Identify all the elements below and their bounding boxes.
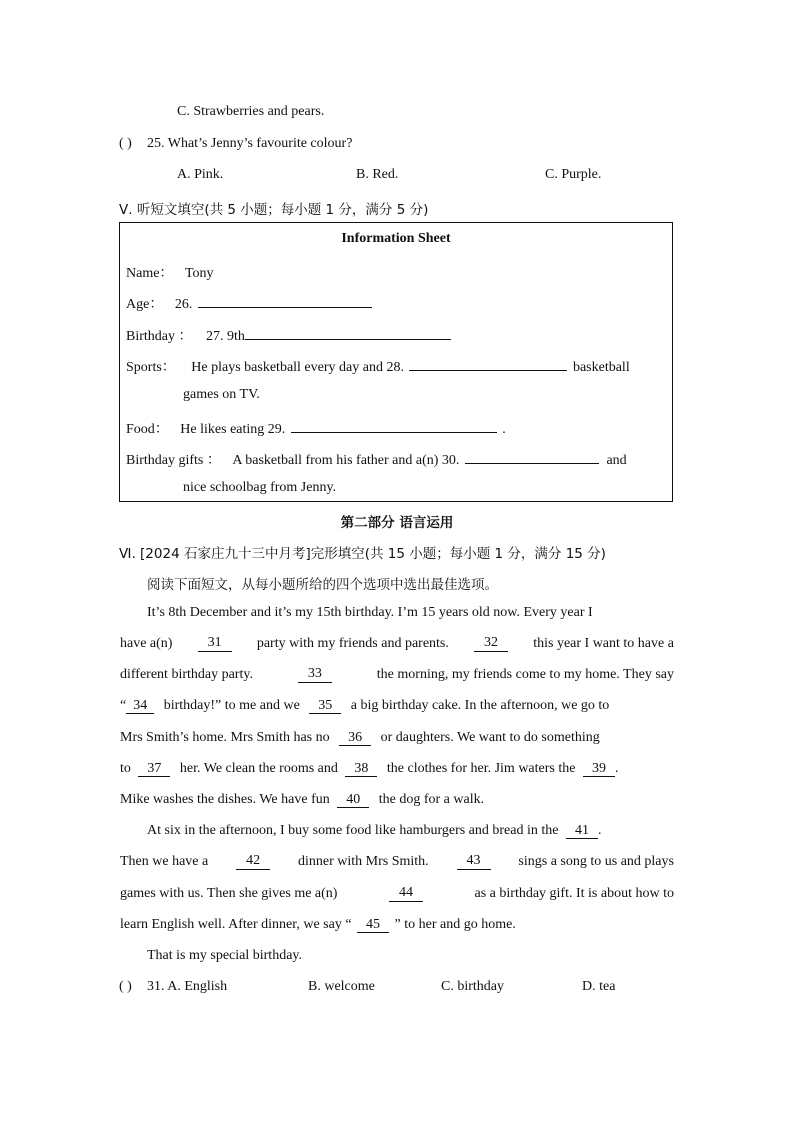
text-segment: or daughters. We want to do something [380, 730, 600, 745]
blank-33[interactable]: 33 [298, 667, 332, 683]
text-segment: as a birthday gift. It is about how to [474, 886, 674, 901]
birthday-row [126, 325, 451, 345]
name-row [126, 262, 214, 282]
blank-40[interactable]: 40 [337, 793, 369, 808]
blank-27[interactable] [245, 325, 451, 340]
text-segment: her. We clean the rooms and [179, 761, 338, 776]
blank-26[interactable] [198, 293, 372, 308]
sports-row [126, 356, 630, 376]
passage-p1-line5 [120, 730, 674, 746]
gifts-line2: nice schoolbag from Jenny. [183, 480, 337, 495]
text-segment: have a(n) [120, 636, 173, 651]
q25-option-a: A. Pink. [177, 167, 224, 182]
sports-after: basketball [572, 360, 630, 375]
blank-32[interactable]: 32 [474, 636, 508, 652]
q31-option-a: 31. A. English [147, 979, 228, 994]
passage-p1-line1: It’s 8th December and it’s my 15th birthday. I’m 15 years old now. Every year I [147, 605, 593, 620]
text-segment: At six in the afternoon, I buy some food like hamburgers and bread in the [147, 823, 559, 838]
passage-p1-line6 [120, 761, 674, 777]
passage-p2-line4 [120, 917, 674, 933]
section6-instruction: 阅读下面短文，从每小题所给的四个选项中选出最佳选项。 [147, 577, 498, 593]
blank-36[interactable]: 36 [339, 731, 371, 746]
passage-p2-line2 [120, 854, 674, 870]
age-label: Age： [126, 297, 164, 312]
sports-line2: games on TV. [183, 387, 260, 402]
gifts-after: and [606, 453, 627, 468]
q31-option-b: B. welcome [308, 979, 375, 994]
text-segment: a big birthday cake. In the afternoon, we go to [350, 698, 610, 713]
q24-option-c: C. Strawberries and pears. [177, 104, 325, 119]
birthday-label: Birthday ： [126, 329, 193, 344]
food-after: . [502, 422, 506, 437]
passage-p1-line4 [120, 698, 674, 714]
text-segment: this year I want to have a [533, 636, 674, 651]
q31-answer-paren: ( ) [119, 979, 132, 994]
passage-p1-line2 [120, 636, 674, 652]
blank-44[interactable]: 44 [389, 886, 423, 902]
text-segment: the dog for a walk. [378, 792, 485, 807]
blank-45[interactable]: 45 [357, 918, 389, 933]
blank-43[interactable]: 43 [457, 854, 491, 870]
section6-heading: Ⅵ. [2024 石家庄九十三中月考]完形填空(共 15 小题；每小题 1 分，满分 15 分) [119, 546, 606, 562]
name-label: Name： [126, 266, 174, 281]
food-text: He likes eating 29. [180, 422, 286, 437]
food-row [126, 418, 506, 438]
passage-p1-line3 [120, 667, 674, 683]
sports-text: He plays basketball every day and 28. [191, 360, 404, 375]
blank-35[interactable]: 35 [309, 699, 341, 714]
name-value: Tony [184, 266, 214, 281]
text-segment: Mike washes the dishes. We have fun [120, 792, 330, 807]
gifts-row [126, 449, 627, 469]
blank-38[interactable]: 38 [345, 762, 377, 777]
information-sheet-box [119, 222, 673, 502]
text-segment: birthday!” to me and we [163, 698, 300, 713]
section5-heading: Ⅴ. 听短文填空(共 5 小题；每小题 1 分，满分 5 分) [119, 202, 429, 218]
text-segment: the clothes for her. Jim waters the [386, 761, 576, 776]
q25-option-c: C. Purple. [545, 167, 602, 182]
age-row [126, 293, 372, 313]
blank-42[interactable]: 42 [236, 854, 270, 870]
text-segment: ” to her and go home. [394, 917, 516, 932]
text-segment: dinner with Mrs Smith. [297, 854, 429, 869]
text-segment: games with us. Then she gives me a(n) [120, 886, 338, 901]
gifts-label: Birthday gifts ： [126, 453, 221, 468]
text-segment: “ [120, 698, 127, 713]
passage-p3: That is my special birthday. [147, 948, 302, 963]
blank-31[interactable]: 31 [198, 636, 232, 652]
q25-answer-paren: ( ) [119, 136, 132, 151]
blank-29[interactable] [291, 418, 497, 433]
birthday-number: 27. 9th [206, 329, 245, 344]
blank-34[interactable]: 34 [126, 699, 154, 714]
text-segment: learn English well. After dinner, we say “ [120, 917, 352, 932]
text-segment: different birthday party. [120, 667, 253, 682]
passage-p1-line7 [120, 792, 674, 808]
text-segment: Then we have a [120, 854, 209, 869]
q31-option-d: D. tea [582, 979, 616, 994]
q31-option-c: C. birthday [441, 979, 504, 994]
blank-37[interactable]: 37 [138, 762, 170, 777]
age-number: 26. [174, 297, 193, 312]
q25-question: 25. What’s Jenny’s favourite colour? [147, 136, 353, 151]
blank-39[interactable]: 39 [583, 762, 615, 777]
text-segment: party with my friends and parents. [256, 636, 449, 651]
passage-p2-line3 [120, 886, 674, 902]
blank-28[interactable] [409, 356, 567, 371]
food-label: Food： [126, 422, 169, 437]
blank-30[interactable] [465, 449, 599, 464]
text-segment: to [120, 761, 131, 776]
passage-p2-line1 [147, 823, 601, 839]
text-segment: sings a song to us and plays [518, 854, 674, 869]
text-segment: . [597, 823, 602, 838]
blank-41[interactable]: 41 [566, 824, 598, 839]
text-segment: the morning, my friends come to my home. They say [376, 667, 674, 682]
text-segment: Mrs Smith’s home. Mrs Smith has no [120, 730, 330, 745]
q25-option-b: B. Red. [356, 167, 399, 182]
gifts-text: A basketball from his father and a(n) 30. [232, 453, 460, 468]
information-sheet-title: Information Sheet [341, 231, 451, 246]
sports-label: Sports： [126, 360, 176, 375]
part2-title: 第二部分 语言运用 [340, 515, 454, 531]
text-segment: . [614, 761, 619, 776]
